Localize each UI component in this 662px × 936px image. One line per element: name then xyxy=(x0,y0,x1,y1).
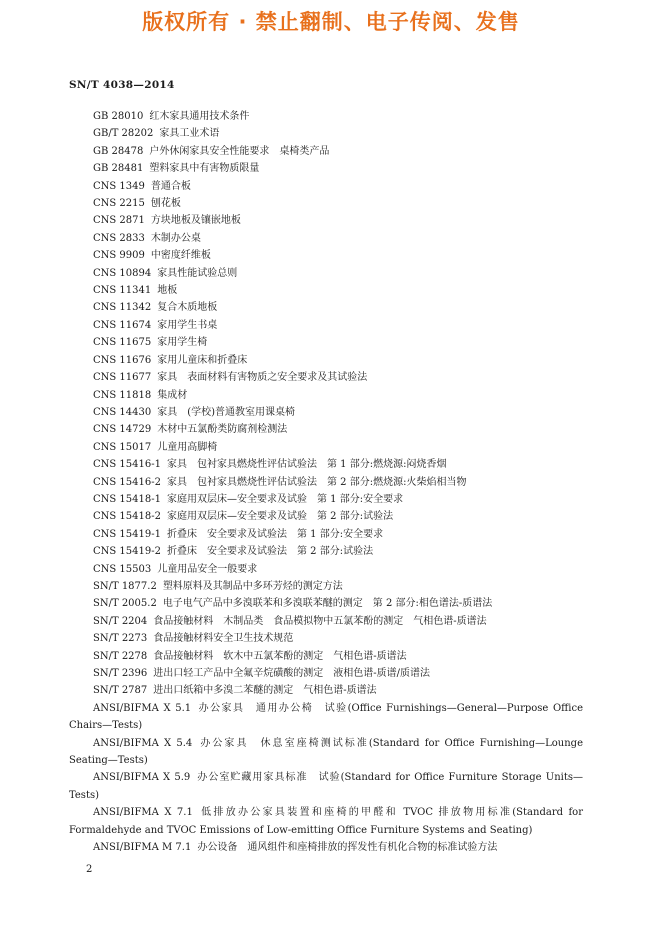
reference-code: SN/T 2787 xyxy=(93,685,148,697)
reference-item xyxy=(69,334,583,351)
reference-code: CNS 14729 xyxy=(93,424,152,436)
reference-item xyxy=(69,804,583,839)
page-number: 2 xyxy=(86,864,93,875)
reference-item xyxy=(69,595,583,612)
reference-code: GB/T 28202 xyxy=(93,128,154,140)
reference-item xyxy=(69,735,583,770)
reference-code: CNS 11342 xyxy=(93,302,152,314)
reference-item xyxy=(69,630,583,647)
reference-code: CNS 11675 xyxy=(93,337,152,349)
reference-code: SN/T 2396 xyxy=(93,668,148,679)
reference-code: CNS 15416-1 xyxy=(93,459,161,471)
reference-item xyxy=(69,839,583,856)
reference-title: 低排放办公家具装置和座椅的甲醛和 TVOC 排放物用标准(Standard for Formaldehyde and TVOC Emissions of Low-emitting Office Furniture Systems and Seating) xyxy=(69,807,583,836)
reference-title: 刨花板 xyxy=(150,198,181,210)
reference-item xyxy=(69,439,583,456)
reference-title: 食品接触材料 软木中五氯苯酚的测定 气相色谱-质谱法 xyxy=(153,650,407,662)
reference-title: 家庭用双层床—安全要求及试验 第 1 部分:安全要求 xyxy=(166,493,404,505)
reference-code: SN/T 2204 xyxy=(93,615,148,627)
reference-code: SN/T 2273 xyxy=(93,633,148,645)
reference-item xyxy=(69,369,583,386)
reference-code: CNS 11676 xyxy=(93,354,152,366)
standard-code-header: SN/T 4038—2014 xyxy=(69,79,175,91)
reference-title: 家具 表面材料有害物质之安全要求及其试验法 xyxy=(157,372,368,384)
reference-item xyxy=(69,178,583,195)
reference-item xyxy=(69,508,583,525)
reference-title: 进出口纸箱中多溴二苯醚的测定 气相色谱-质谱法 xyxy=(153,685,377,697)
reference-title: 地板 xyxy=(157,285,178,297)
reference-title: 塑料原料及其制品中多环芳烃的测定方法 xyxy=(162,580,343,592)
reference-item xyxy=(69,682,583,699)
reference-item xyxy=(69,143,583,160)
reference-item xyxy=(69,561,583,578)
reference-item xyxy=(69,526,583,543)
reference-item xyxy=(69,282,583,299)
reference-code: CNS 14430 xyxy=(93,406,152,418)
reference-title: 折叠床 安全要求及试验法 第 1 部分:安全要求 xyxy=(166,528,384,540)
reference-item xyxy=(69,700,583,735)
reference-code: CNS 15416-2 xyxy=(93,476,161,488)
reference-code: ANSI/BIFMA X 5.9 xyxy=(93,772,191,784)
reference-title: 中密度纤维板 xyxy=(150,250,211,262)
reference-item xyxy=(69,230,583,247)
copyright-watermark: 版权所有 · 禁止翻制、电子传阅、发售 xyxy=(142,10,520,34)
reference-code: CNS 15418-2 xyxy=(93,511,161,523)
reference-code: CNS 15418-1 xyxy=(93,493,161,505)
reference-code: CNS 15503 xyxy=(93,563,152,575)
reference-code: ANSI/BIFMA X 5.1 xyxy=(93,702,192,714)
reference-item xyxy=(69,421,583,438)
reference-code: CNS 11677 xyxy=(93,372,152,384)
reference-title: 塑料家具中有害物质限量 xyxy=(149,163,260,175)
reference-title: 集成材 xyxy=(157,389,188,401)
reference-code: CNS 11341 xyxy=(93,285,152,297)
reference-item xyxy=(69,299,583,316)
reference-title: 家用儿童床和折叠床 xyxy=(157,354,248,366)
reference-title: 家用学生椅 xyxy=(157,337,208,349)
reference-item xyxy=(69,665,583,682)
reference-item xyxy=(69,543,583,560)
reference-item xyxy=(69,769,583,804)
reference-item xyxy=(69,387,583,404)
reference-code: GB 28478 xyxy=(93,145,144,157)
reference-item xyxy=(69,125,583,142)
reference-title: 家具 包衬家具燃烧性评估试验法 第 1 部分:燃烧源:闷烧香烟 xyxy=(166,459,447,471)
reference-item xyxy=(69,491,583,508)
reference-title: 进出口轻工产品中全氟辛烷磺酸的测定 液相色谱-质谱/质谱法 xyxy=(153,668,431,679)
reference-title: 家具 (学校)普通教室用课桌椅 xyxy=(157,406,296,418)
reference-code: CNS 15017 xyxy=(93,441,152,453)
reference-item xyxy=(69,212,583,229)
reference-code: SN/T 1877.2 xyxy=(93,580,157,592)
reference-title: 木材中五氯酚类防腐剂检测法 xyxy=(157,424,288,436)
reference-title: 普通合板 xyxy=(150,180,191,192)
reference-title: 办公设备 通风组件和座椅排放的挥发性有机化合物的标准试验方法 xyxy=(197,842,498,854)
reference-title: 折叠床 安全要求及试验法 第 2 部分:试验法 xyxy=(166,546,374,558)
reference-title: 木制办公桌 xyxy=(150,232,201,244)
reference-code: CNS 10894 xyxy=(93,267,152,279)
reference-code: CNS 11818 xyxy=(93,389,152,401)
reference-code: CNS 2871 xyxy=(93,215,145,227)
reference-item xyxy=(69,195,583,212)
reference-item xyxy=(69,648,583,665)
reference-code: SN/T 2278 xyxy=(93,650,148,662)
reference-title: 儿童用品安全一般要求 xyxy=(157,563,258,575)
reference-title: 儿童用高脚椅 xyxy=(157,441,218,453)
reference-title: 家具 包衬家具燃烧性评估试验法 第 2 部分:燃烧源:火柴焰相当物 xyxy=(166,476,467,488)
reference-item xyxy=(69,108,583,125)
reference-code: GB 28010 xyxy=(93,111,144,122)
reference-item xyxy=(69,456,583,473)
reference-title: 家具性能试验总则 xyxy=(157,267,238,279)
reference-title: 家用学生书桌 xyxy=(157,319,218,331)
reference-title: 食品接触材料安全卫生技术规范 xyxy=(153,633,294,645)
reference-code: ANSI/BIFMA X 7.1 xyxy=(93,807,193,819)
reference-item xyxy=(69,247,583,264)
reference-item xyxy=(69,613,583,630)
reference-code: CNS 2215 xyxy=(93,198,145,210)
reference-item xyxy=(69,160,583,177)
reference-code: GB 28481 xyxy=(93,163,144,175)
reference-title: 方块地板及镶嵌地板 xyxy=(150,215,241,227)
reference-title: 户外休闲家具安全性能要求 桌椅类产品 xyxy=(149,145,330,157)
reference-code: SN/T 2005.2 xyxy=(93,598,157,610)
reference-title: 办公家具 休息室座椅测试标准(Standard for Office Furnishing—Lounge Seating—Tests) xyxy=(69,737,583,767)
reference-item xyxy=(69,317,583,334)
reference-item xyxy=(69,404,583,421)
reference-item xyxy=(69,352,583,369)
reference-title: 食品接触材料 木制品类 食品模拟物中五氯苯酚的测定 气相色谱-质谱法 xyxy=(153,615,487,627)
reference-title: 家庭用双层床—安全要求及试验 第 2 部分:试验法 xyxy=(166,511,394,523)
reference-code: ANSI/BIFMA X 5.4 xyxy=(93,737,193,749)
reference-title: 红木家具通用技术条件 xyxy=(149,111,250,122)
reference-code: CNS 1349 xyxy=(93,180,145,192)
reference-code: CNS 9909 xyxy=(93,250,145,262)
reference-title: 办公家具 通用办公椅 试验(Office Furnishings—General—Purpose Office Chairs—Tests) xyxy=(69,702,583,732)
reference-code: CNS 2833 xyxy=(93,232,145,244)
reference-item xyxy=(69,265,583,282)
reference-title: 家具工业术语 xyxy=(159,128,220,140)
normative-references-list xyxy=(69,108,583,856)
reference-title: 复合木质地板 xyxy=(157,302,218,314)
reference-code: CNS 15419-2 xyxy=(93,546,161,558)
reference-item xyxy=(69,474,583,491)
reference-code: CNS 11674 xyxy=(93,319,152,331)
reference-title: 办公室贮藏用家具标准 试验(Standard for Office Furniture Storage Units—Tests) xyxy=(69,772,583,801)
reference-code: CNS 15419-1 xyxy=(93,528,161,540)
reference-code: ANSI/BIFMA M 7.1 xyxy=(93,842,192,854)
reference-title: 电子电气产品中多溴联苯和多溴联苯醚的测定 第 2 部分:相色谱法-质谱法 xyxy=(162,598,493,610)
reference-item xyxy=(69,578,583,595)
